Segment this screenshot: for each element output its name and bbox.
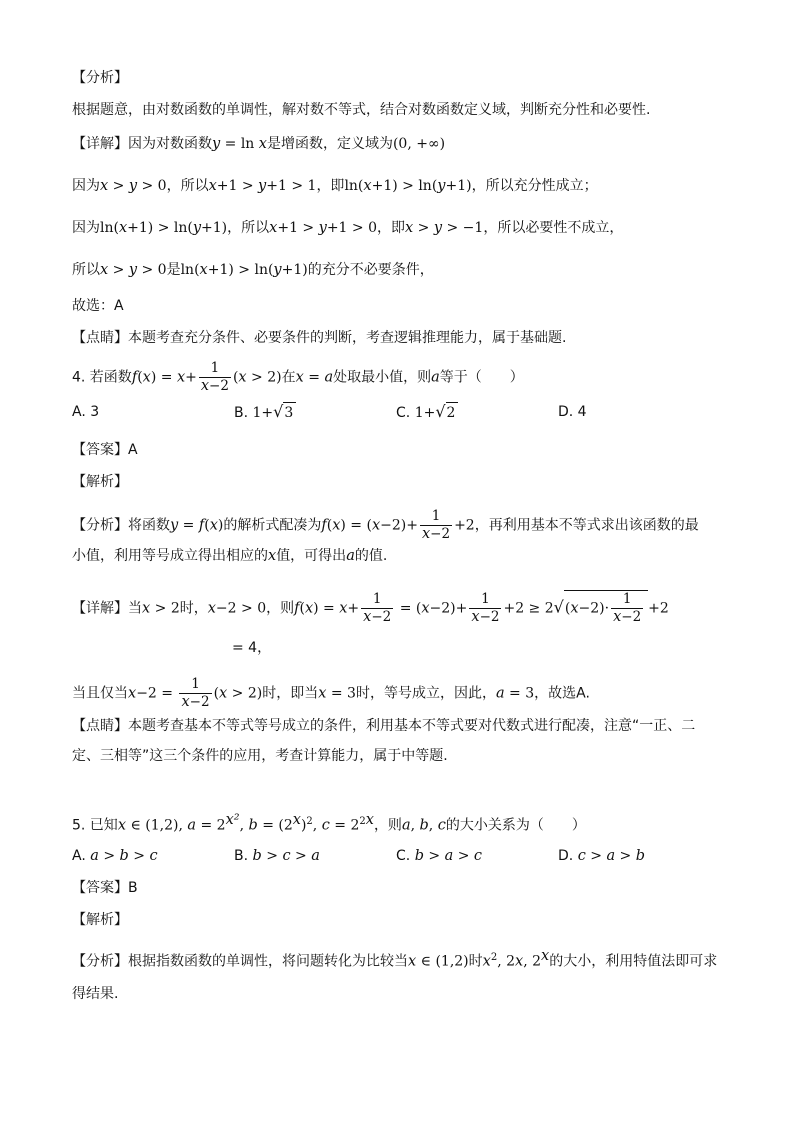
detail-line-3: 因为ln(x+1) > ln(y+1)，所以x+1 > y+1 > 0，即x > y > −1，所以必要性不成立， — [72, 220, 624, 236]
q5-option-b: B. b > c > a — [234, 848, 320, 864]
q5-option-d: D. c > a > b — [558, 848, 646, 864]
q4-detail-line-3: 当且仅当x−2 = $\frac{1}{x-2}$ (x > 2)时，即当x = 3时，等号成立，因此，a = 3，故选A. — [72, 676, 590, 710]
q5-answer: 【答案】B — [72, 880, 138, 896]
q4-detail-line-1: 【详解】当x > 2时，x−2 > 0，则f(x) = x+ $\frac{1}{x-2}$ = (x−2)+ $\frac{1}{x-2}$ +2 ≥ 2√(x−2)· $\frac{1}{x-2}$ +2 — [72, 591, 669, 625]
q4-solution-heading: 【解析】 — [72, 474, 128, 490]
heading-analysis: 【分析】 — [72, 70, 128, 86]
choice-statement: 故选：A — [72, 298, 124, 314]
q4-option-c: C. 1+√2 — [396, 402, 458, 423]
q5-analysis-line-2: 得结果. — [72, 986, 119, 1002]
q5-solution-heading: 【解析】 — [72, 912, 128, 928]
detail-line-1: 【详解】因为对数函数y = ln x是增函数，定义域为(0, +∞) — [72, 136, 446, 152]
q4-comment-line-1: 【点睛】本题考查基本不等式等号成立的条件，利用基本不等式要对代数式进行配凑，注意“一正、二 — [72, 718, 696, 734]
q4-option-b: B. 1+√3 — [234, 402, 296, 423]
q4-analysis-line-2: 小值，利用等号成立得出相应的x值，可得出a的值. — [72, 548, 388, 564]
q4-option-d: D. 4 — [558, 404, 587, 420]
q5-option-c: C. b > a > c — [396, 848, 483, 864]
q4-analysis-line-1: 【分析】将函数y = f(x)的解析式配凑为f(x) = (x−2)+ $\frac{1}{x-2}$ +2，再利用基本不等式求出该函数的最 — [72, 508, 699, 542]
q4-answer: 【答案】A — [72, 442, 138, 458]
q4-comment-line-2: 定、三相等”这三个条件的应用，考查计算能力，属于中等题. — [72, 748, 448, 764]
detail-line-4: 所以x > y > 0是ln(x+1) > ln(y+1)的充分不必要条件， — [72, 262, 434, 278]
comment-line: 【点睛】本题考查充分条件、必要条件的判断，考查逻辑推理能力，属于基础题. — [72, 330, 567, 346]
q5-option-a: A. a > b > c — [72, 848, 158, 864]
analysis-text: 根据题意，由对数函数的单调性，解对数不等式，结合对数函数定义域，判断充分性和必要性. — [72, 102, 651, 118]
q4-option-a: A. 3 — [72, 404, 100, 420]
question-4: 4. 若函数f(x) = x+ $\frac{1}{x-2}$ (x > 2)在x = a处取最小值，则a等于（ ） — [72, 360, 524, 394]
question-5: 5. 已知x ∈ (1,2), $a = 2^{x^2}$, $b = (2^x)^2$, $c = 2^{2x}$，则a, b, c的大小关系为（ ） — [72, 812, 586, 834]
q4-detail-equals: = 4， — [232, 640, 272, 656]
q5-analysis-line-1: 【分析】根据指数函数的单调性，将问题转化为比较当x ∈ (1,2)时$x^2$, 2x, 2$^x$的大小，利用特值法即可求 — [72, 948, 718, 970]
detail-line-2: 因为x > y > 0，所以x+1 > y+1 > 1，即ln(x+1) > ln(y+1)，所以充分性成立； — [72, 178, 598, 194]
